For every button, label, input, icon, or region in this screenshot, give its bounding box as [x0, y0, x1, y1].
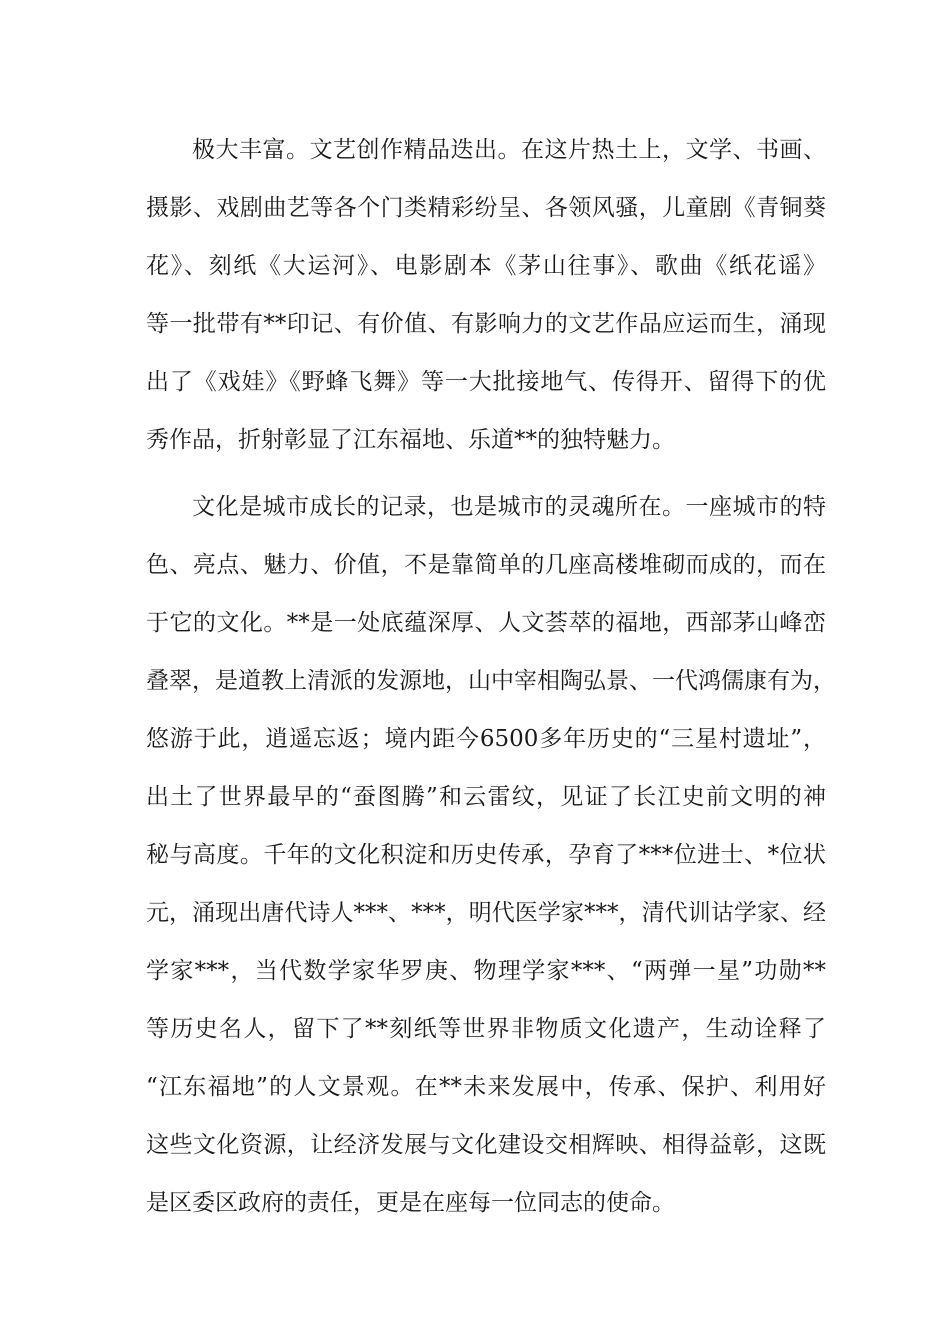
paragraph-2-line-8: 元，涌现出唐代诗人***、***，明代医学家***，清代训诂学家、经 — [146, 900, 826, 926]
paragraph-1-line-5: 出了《戏娃》《野蜂飞舞》等一大批接地气、传得开、留得下的优 — [146, 369, 826, 395]
paragraph-2-line-7: 秘与高度。千年的文化积淀和历史传承，孕育了***位进士、*位状 — [146, 842, 826, 868]
paragraph-2-line-13: 是区委区政府的责任，更是在座每一位同志的使命。 — [146, 1190, 675, 1216]
paragraph-2-line-6: 出土了世界最早的“蚕图腾”和云雷纹，见证了长江史前文明的神 — [146, 784, 826, 810]
paragraph-1-line-6: 秀作品，折射彰显了江东福地、乐道**的独特魅力。 — [146, 427, 675, 453]
paragraph-2-line-5: 悠游于此，逍遥忘返；境内距今6500多年历史的“三星村遗址”， — [146, 726, 826, 752]
paragraph-2-line-3: 于它的文化。**是一处底蕴深厚、人文荟萃的福地，西部茅山峰峦 — [146, 610, 826, 636]
paragraph-2-line-11: “江东福地”的人文景观。在**未来发展中，传承、保护、利用好 — [146, 1074, 826, 1100]
paragraph-2-line-1: 文化是城市成长的记录，也是城市的灵魂所在。一座城市的特 — [192, 494, 826, 520]
paragraph-2-line-9: 学家***，当代数学家华罗庚、物理学家***、“两弹一星”功勋** — [146, 958, 826, 984]
paragraph-2-line-10: 等历史名人，留下了**刻纸等世界非物质文化遗产，生动诠释了 — [146, 1016, 826, 1042]
paragraph-2-line-4: 叠翠，是道教上清派的发源地，山中宰相陶弘景、一代鸿儒康有为， — [146, 668, 836, 694]
paragraph-1-line-3: 花》、刻纸《大运河》、电影剧本《茅山往事》、歌曲《纸花谣》 — [146, 253, 826, 279]
paragraph-1-line-1: 极大丰富。文艺创作精品迭出。在这片热土上，文学、书画、 — [192, 137, 826, 163]
paragraph-2-line-2: 色、亮点、魅力、价值，不是靠简单的几座高楼堆砌而成的，而在 — [146, 552, 826, 578]
paragraph-2-line-12: 这些文化资源，让经济发展与文化建设交相辉映、相得益彰，这既 — [146, 1132, 826, 1158]
paragraph-1-line-4: 等一批带有**印记、有价值、有影响力的文艺作品应运而生，涌现 — [146, 311, 826, 337]
paragraph-1-line-2: 摄影、戏剧曲艺等各个门类精彩纷呈、各领风骚，儿童剧《青铜葵 — [146, 195, 826, 221]
